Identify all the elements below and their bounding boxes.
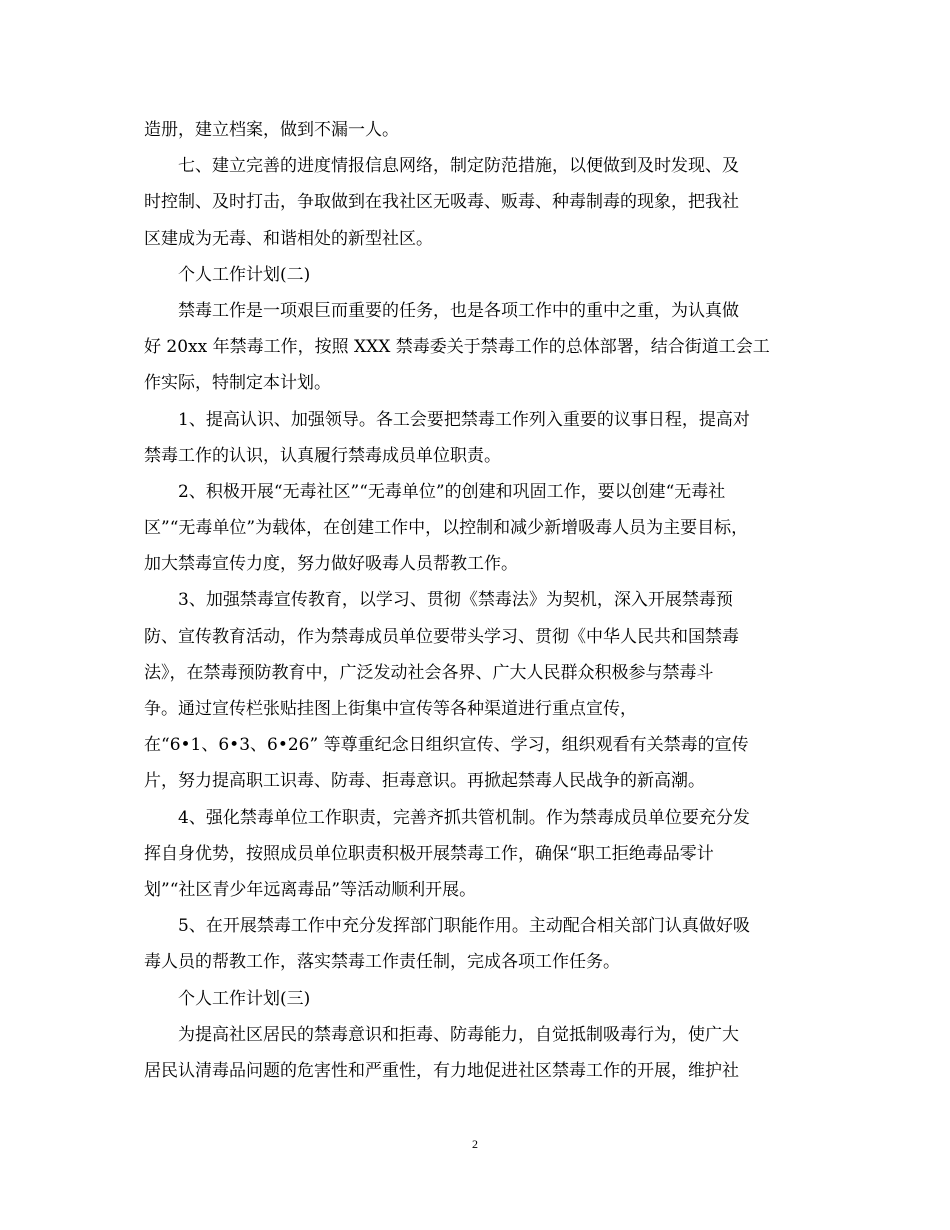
text-line: 时控制、及时打击，争取做到在我社区无吸毒、贩毒、种毒制毒的现象，把我社 <box>144 192 739 213</box>
document-body <box>144 112 808 1089</box>
page-number: 2 <box>472 1137 478 1151</box>
text-line: 区建成为无毒、和谐相处的新型社区。 <box>144 228 433 249</box>
text-line: 居民认清毒品问题的危害性和严重性，有力地促进社区禁毒工作的开展，维护社 <box>144 1060 739 1081</box>
text-line: 作实际，特制定本计划。 <box>144 373 331 394</box>
text-line: 争。通过宣传栏张贴挂图上街集中宣传等各种渠道进行重点宣传， <box>144 699 637 719</box>
text-line: 毒人员的帮教工作，落实禁毒工作责任制，完成各项工作任务。 <box>144 952 620 973</box>
text-line: 4、强化禁毒单位工作职责，完善齐抓共管机制。作为禁毒成员单位要充分发 <box>178 807 750 828</box>
text-line: 划”“社区青少年远离毒品”等活动顺利开展。 <box>144 879 477 900</box>
text-line: 在“6•1、6•3、6•26” 等尊重纪念日组织宣传、学习，组织观看有关禁毒的宣传 <box>144 735 749 756</box>
text-line: 禁毒工作是一项艰巨而重要的任务，也是各项工作中的重中之重，为认真做 <box>178 300 739 321</box>
text-line: 七、建立完善的进度情报信息网络，制定防范措施，以便做到及时发现、及 <box>178 156 739 177</box>
text-line: 加大禁毒宣传力度，努力做好吸毒人员帮教工作。 <box>144 554 518 575</box>
text-line: 法》，在禁毒预防教育中，广泛发动社会各界、广大人民群众积极参与禁毒斗 <box>144 662 714 683</box>
text-line: 片，努力提高职工识毒、防毒、拒毒意识。再掀起禁毒人民战争的新高潮。 <box>144 771 705 792</box>
text-line: 禁毒工作的认识，认真履行禁毒成员单位职责。 <box>144 445 501 466</box>
text-line: 1、提高认识、加强领导。各工会要把禁毒工作列入重要的议事日程，提高对 <box>178 409 750 430</box>
text-line: 造册，建立档案，做到不漏一人。 <box>144 120 399 140</box>
text-line: 个人工作计划(三) <box>178 988 311 1009</box>
text-line: 3、加强禁毒宣传教育，以学习、贯彻《禁毒法》为契机，深入开展禁毒预 <box>178 590 733 611</box>
text-line: 好 20xx 年禁毒工作，按照 XXX 禁毒委关于禁毒工作的总体部署，结合街道工会工 <box>144 337 770 358</box>
text-line: 个人工作计划(二) <box>178 264 311 285</box>
text-line: 防、宣传教育活动，作为禁毒成员单位要带头学习、贯彻《中华人民共和国禁毒 <box>144 626 739 647</box>
text-line: 区”“无毒单位”为载体，在创建工作中，以控制和减少新增吸毒人员为主要目标， <box>144 518 749 539</box>
text-line: 为提高社区居民的禁毒意识和拒毒、防毒能力，自觉抵制吸毒行为，使广大 <box>178 1024 739 1045</box>
text-line: 5、在开展禁毒工作中充分发挥部门职能作用。主动配合相关部门认真做好吸 <box>178 916 750 937</box>
text-line: 2、积极开展“无毒社区”“无毒单位”的创建和巩固工作，要以创建“无毒社 <box>178 481 726 502</box>
text-line: 挥自身优势，按照成员单位职责积极开展禁毒工作，确保“职工拒绝毒品零计 <box>144 843 714 864</box>
